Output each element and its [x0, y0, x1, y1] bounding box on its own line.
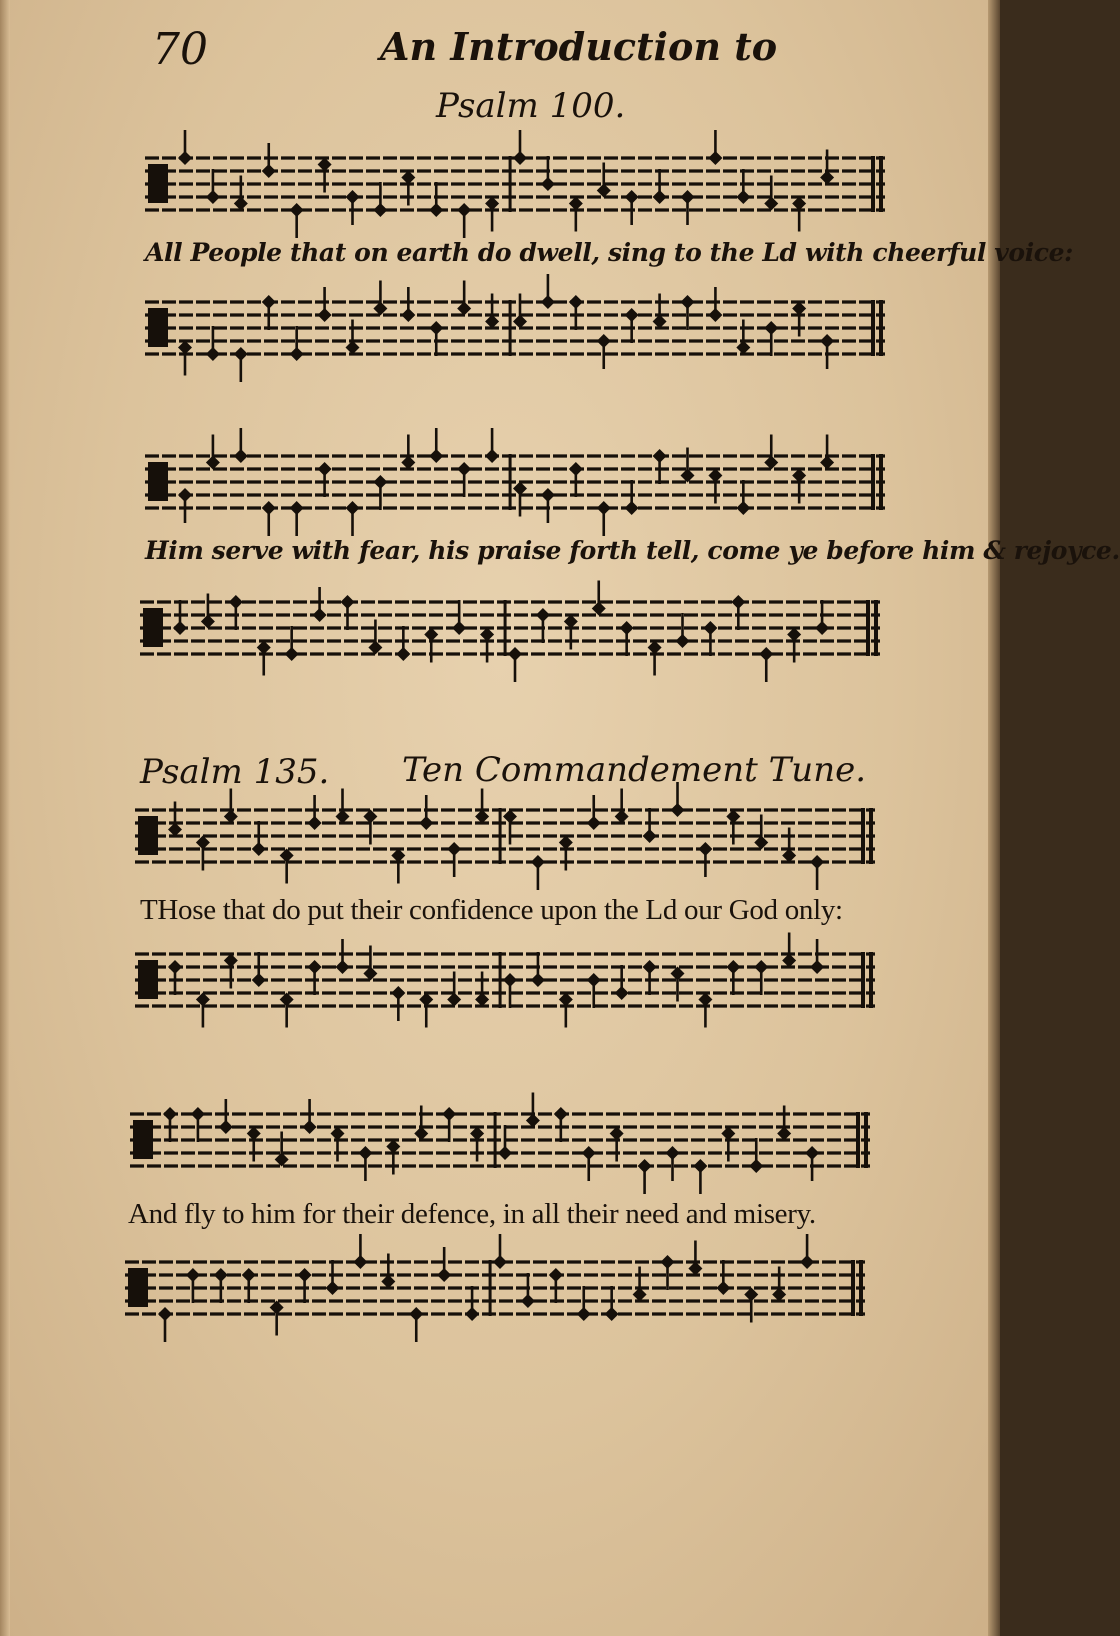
clef-mark	[148, 462, 168, 501]
final-bar	[866, 600, 870, 656]
page-gutter-shadow	[0, 0, 10, 1636]
staff-psalm100-2	[145, 292, 905, 370]
clef-mark	[128, 1268, 148, 1307]
staff-psalm135-1	[135, 800, 895, 878]
clef-mark	[138, 816, 158, 855]
final-bar	[874, 600, 878, 656]
psalm-135-tune-name: Ten Commandement Tune.	[402, 750, 867, 790]
final-bar	[851, 1260, 855, 1316]
final-bar	[871, 454, 875, 510]
final-bar	[864, 1112, 868, 1168]
final-bar	[879, 454, 883, 510]
clef-mark	[143, 608, 163, 647]
staff-psalm100-4	[140, 592, 900, 670]
final-bar	[871, 300, 875, 356]
staff-psalm135-2	[135, 944, 895, 1022]
staff-psalm100-1	[145, 148, 905, 226]
clef-mark	[148, 308, 168, 347]
clef-mark	[148, 164, 168, 203]
final-bar	[859, 1260, 863, 1316]
final-bar	[856, 1112, 860, 1168]
clef-mark	[133, 1120, 153, 1159]
psalm-135-title: Psalm 135.	[140, 752, 330, 792]
staff-psalm135-3	[130, 1104, 890, 1182]
final-bar	[879, 300, 883, 356]
final-bar	[879, 156, 883, 212]
final-bar	[869, 808, 873, 864]
psalm-100-lyric-1: All People that on earth do dwell, sing to the Ld with cheerful voice:	[145, 238, 1073, 267]
staff-psalm100-3	[145, 446, 905, 524]
page-number: 70	[152, 24, 208, 75]
clef-mark	[138, 960, 158, 999]
psalm-100-title: Psalm 100.	[436, 86, 626, 126]
staff-psalm135-4	[125, 1252, 885, 1330]
running-head: An Introduction to	[380, 24, 778, 69]
final-bar	[861, 952, 865, 1008]
final-bar	[861, 808, 865, 864]
psalm-100-lyric-2: Him serve with fear, his praise forth tell, come ye before him & rejoyce.	[145, 536, 1120, 565]
psalm-135-lyric-2: And fly to him for their defence, in all their need and misery.	[128, 1198, 816, 1230]
page-header	[0, 18, 1000, 78]
psalm-135-lyric-1: THose that do put their confidence upon the Ld our God only:	[140, 894, 843, 926]
final-bar	[869, 952, 873, 1008]
final-bar	[871, 156, 875, 212]
